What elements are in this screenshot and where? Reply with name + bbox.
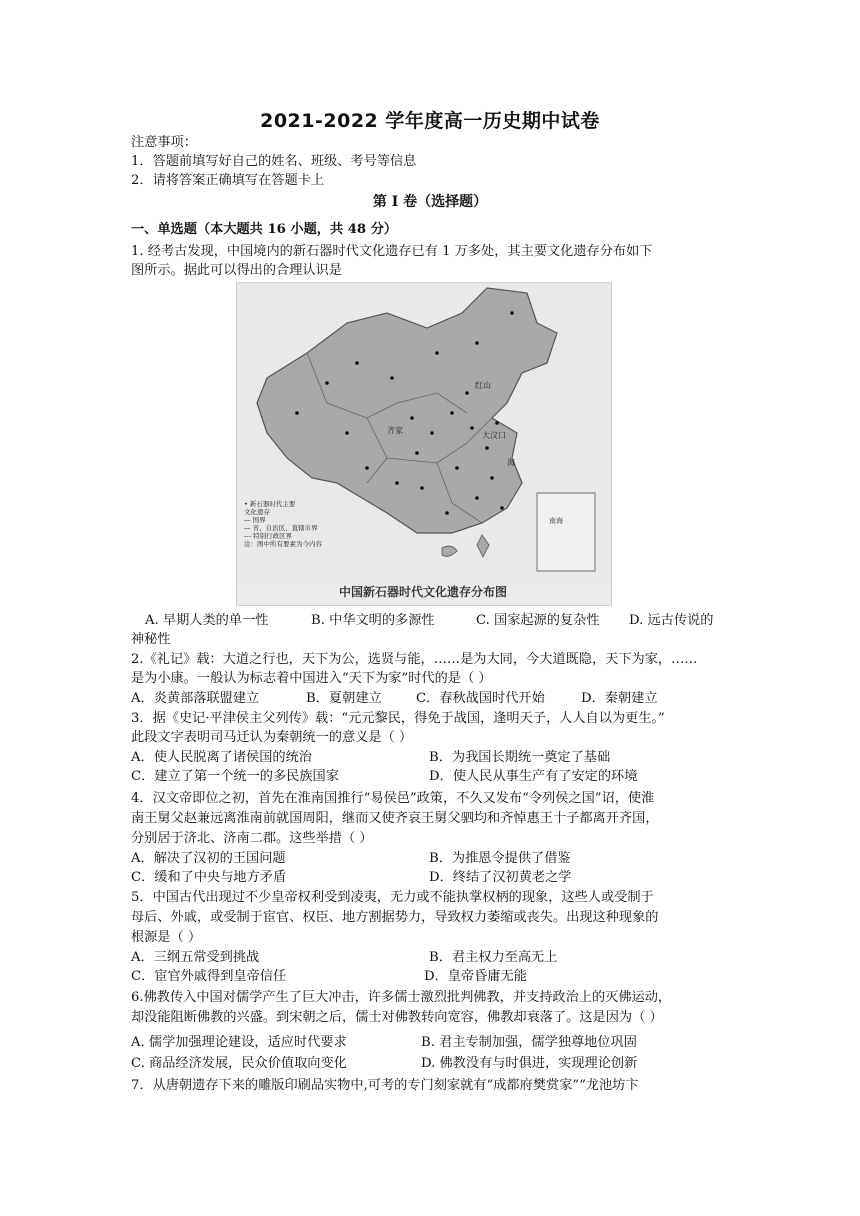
section-title: 第 I 卷（选择题） — [372, 194, 488, 210]
q5-option-b[interactable]: B．君主权力至高无上 — [429, 950, 558, 965]
map-label-dawenkou: 大汶口 — [482, 431, 506, 440]
notice-item-2: 2．请将答案正确填写在答题卡上 — [131, 173, 325, 188]
q1-option-a[interactable]: A. 早期人类的单一性 — [145, 613, 269, 628]
q1-option-d[interactable]: D. 远古传说的 — [629, 613, 714, 628]
q1-option-b[interactable]: B. 中华文明的多源性 — [311, 613, 435, 628]
q6-line-1: 6.佛教传入中国对儒学产生了巨大冲击，许多儒士激烈批判佛教，并支持政治上的灭佛运动， — [131, 990, 672, 1005]
map-legend: • 新石器时代主要 文化遗存 — 国界 — 省、自治区、直辖市界 --- 特别行政区界 注：图中所有要素为今内容 — [244, 500, 322, 548]
q1-option-d-cont: 神秘性 — [131, 632, 171, 647]
q2-line-1: 2.《礼记》载：大道之行也，天下为公，选贤与能，……是为大同，今大道既隐，天下为家，…… — [131, 652, 698, 667]
q5-option-c[interactable]: C．宦官外戚得到皇帝信任 — [131, 969, 287, 984]
map-caption: 中国新石器时代文化遗存分布图 — [338, 585, 507, 599]
q6-option-d[interactable]: D. 佛教没有与时俱进，实现理论创新 — [421, 1056, 638, 1071]
q4-option-d[interactable]: D．终结了汉初黄老之学 — [429, 870, 572, 885]
q5-option-d[interactable]: D．皇帝昏庸无能 — [424, 969, 527, 984]
section-subtitle: 一、单选题（本大题共 16 小题，共 48 分） — [131, 222, 398, 237]
q6-option-a[interactable]: A. 儒学加强理论建设，适应时代要求 — [131, 1035, 347, 1050]
neolithic-map-figure — [236, 282, 612, 606]
q1-line-2: 图所示。据此可以得出的合理认识是 — [131, 263, 342, 278]
map-label-hongshan: 红山 — [475, 381, 491, 390]
q6-line-2: 却没能阻断佛教的兴盛。到宋朝之后，儒士对佛教转向宽容，佛教却衰落了。这是因为（ ） — [131, 1010, 663, 1025]
q6-option-c[interactable]: C. 商品经济发展，民众价值取向变化 — [131, 1056, 347, 1071]
q3-line-2: 此段文字表明司马迁认为秦朝统一的意义是（ ） — [131, 730, 413, 745]
q4-option-c[interactable]: C．缓和了中央与地方矛盾 — [131, 870, 287, 885]
q5-line-3: 根源是（ ） — [131, 930, 202, 945]
exam-title: 2021-2022 学年度高一历史期中试卷 — [260, 110, 600, 132]
q2-option-b[interactable]: B．夏朝建立 — [306, 691, 382, 706]
q5-line-1: 5．中国古代出现过不少皇帝权利受到凌夷，无力或不能执掌权柄的现象，这些人或受制于 — [131, 890, 654, 905]
q2-line-2: 是为小康。一般认为标志着中国进入“天下为家”时代的是（ ） — [131, 671, 492, 686]
q3-option-d[interactable]: D．使人民从事生产有了安定的环境 — [429, 769, 638, 784]
q6-option-b[interactable]: B. 君主专制加强，儒学独尊地位巩固 — [421, 1035, 637, 1050]
q4-option-a[interactable]: A．解决了汉初的王国问题 — [131, 851, 286, 866]
q3-line-1: 3．据《史记·平津侯主父列传》载：“元元黎民，得免于战国，逢明天子，人人自以为更生。” — [131, 711, 665, 726]
q3-option-c[interactable]: C．建立了第一个统一的多民族国家 — [131, 769, 339, 784]
q2-option-a[interactable]: A．炎黄部落联盟建立 — [131, 691, 260, 706]
q3-option-a[interactable]: A．使人民脱离了诸侯国的统治 — [131, 750, 312, 765]
q5-line-2: 母后、外戚，或受制于宦官、权臣、地方割据势力，导致权力萎缩或丧失。出现这种现象的 — [131, 910, 659, 925]
q7-line-1: 7．从唐朝遗存下来的雕版印刷品实物中,可考的专门刻家就有“成都府樊赏家”“龙池坊卞 — [131, 1078, 639, 1093]
q1-option-c[interactable]: C. 国家起源的复杂性 — [476, 613, 600, 628]
q4-line-2: 南王舅父赵兼远离淮南前就国周阳，继而又使齐哀王舅父驷均和齐悼惠王十子都离开齐国， — [131, 811, 659, 826]
q1-line-1: 1. 经考古发现，中国境内的新石器时代文化遗存已有 1 万多处，其主要文化遗存分布如下 — [131, 244, 653, 259]
map-label-qijia: 齐家 — [387, 426, 403, 435]
q2-option-c[interactable]: C．春秋战国时代开始 — [416, 691, 545, 706]
south-sea-inset — [537, 493, 595, 571]
q2-option-d[interactable]: D．秦朝建立 — [581, 691, 658, 706]
q5-option-a[interactable]: A．三纲五常受到挑战 — [131, 950, 260, 965]
q4-line-3: 分别居于济北、济南二郡。这些举措（ ） — [131, 831, 373, 846]
q3-option-b[interactable]: B．为我国长期统一奠定了基础 — [429, 750, 611, 765]
map-label-hai: 海 — [507, 458, 515, 467]
q4-line-1: 4．汉文帝即位之初，首先在淮南国推行“易侯邑”政策，不久又发布“令列侯之国”诏，使淮 — [131, 791, 655, 806]
map-label-nanhai: 南海 — [549, 517, 563, 525]
q4-option-b[interactable]: B．为推恩令提供了借鉴 — [429, 851, 571, 866]
notice-item-1: 1．答题前填写好自己的姓名、班级、考号等信息 — [131, 154, 417, 169]
notice-label: 注意事项： — [131, 135, 197, 150]
